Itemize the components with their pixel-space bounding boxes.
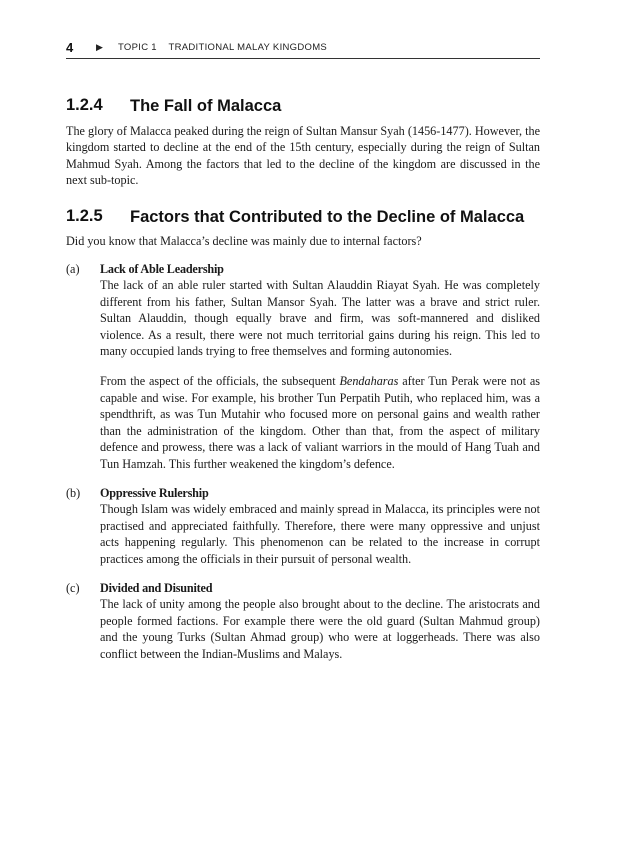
arrow-right-icon: ▶ <box>96 42 104 52</box>
item-title: Divided and Disunited <box>100 580 213 595</box>
item-title: Oppressive Rulership <box>100 485 209 500</box>
page-number: 4 <box>66 40 74 55</box>
running-header <box>66 40 540 59</box>
item-paragraph: The lack of an able ruler started with Sultan Alauddin Riayat Syah. He was completely different from his father, Sultan Mansor Syah. The latter was a brave and strict ruler. Sultan Alauddin, though equally brave and firm, was soft-mannered and disliked violence. As a result, there were not much territorial gains during his reign. This led to many occupied lands trying to free themselves and forming autonomies. <box>100 278 540 359</box>
section-intro: Did you know that Malacca’s decline was mainly due to internal factors? <box>66 233 422 248</box>
item-paragraph: Though Islam was widely embraced and mainly spread in Malacca, its principles were not practised and appreciated faithfully. Therefore, there were many oppressive and unjust acts happening regularly. This phenomenon can be related to the increase in corrupt practices among the officials in their pursuit of personal wealth. <box>100 502 540 566</box>
section-number: 1.2.4 <box>66 96 103 114</box>
emphasis-term: Bendaharas <box>339 374 399 389</box>
section-title: Factors that Contributed to the Decline of Malacca <box>130 207 525 226</box>
page-content <box>66 96 540 675</box>
item-marker: (a) <box>66 262 80 277</box>
item-paragraph: From the aspect of the officials, the subsequent Bendaharas after Tun Perak were not as capable and wise. For example, his brother Tun Perpatih Putih, who replaced him, was a spendthrift, as was Tun Mutahir who focused more on personal gains and wealth rather than the administration of the kingdom. Other than that, from the aspect of military defence and prowess, there was a lack of valiant warriors in the mould of Hang Tuah and Tun Hamzah. This further weakened the kingdom’s defence. <box>100 374 540 471</box>
section-heading-factors <box>66 207 540 227</box>
section-number: 1.2.5 <box>66 206 103 225</box>
item-title: Lack of Able Leadership <box>100 262 224 277</box>
list-item <box>66 580 540 662</box>
list-item <box>66 485 540 567</box>
item-marker: (c) <box>66 580 80 595</box>
section-title: The Fall of Malacca <box>130 97 282 115</box>
item-marker: (b) <box>66 485 81 500</box>
section-paragraph: The glory of Malacca peaked during the reign of Sultan Mansur Syah (1456-1477). However, the kingdom started to decline at the end of the 15th century, especially during the reign of Sultan Mahmud Syah. Among the factors that led to the decline of the kingdom are discussed in the next sub-topic. <box>66 124 541 188</box>
list-item <box>66 261 540 472</box>
item-paragraph: The lack of unity among the people also brought about to the decline. The aristocrats and people formed factions. For example there were the old guard (Sultan Mahmud group) and the young Turks (Sultan Ahmad group) who were at loggerheads. There was also conflict between the Indian-Muslims and Malays. <box>100 597 540 661</box>
topic-title: TOPIC 1 TRADITIONAL MALAY KINGDOMS <box>118 42 328 53</box>
section-heading-fall <box>66 96 540 116</box>
